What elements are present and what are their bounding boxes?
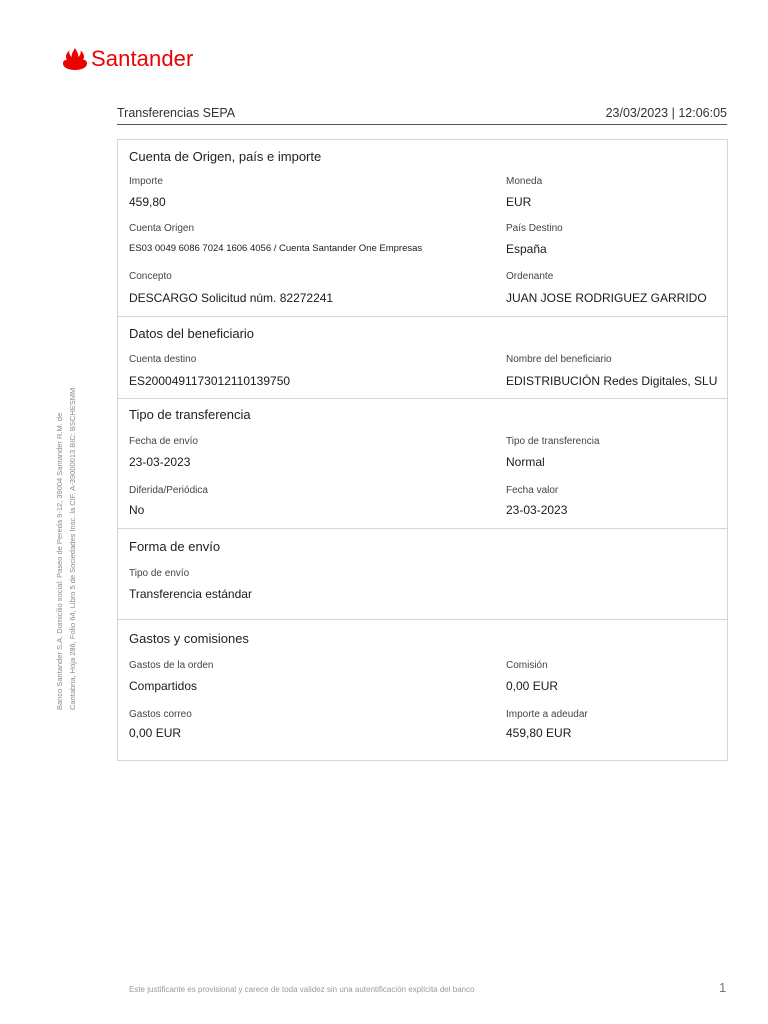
- tipo-envio-label: Tipo de envío: [129, 568, 190, 579]
- legal-text-line-2: Cantabria, Hoja 286, Folio 64, Libro 5 de Sociedades Insc. la CIF. A-39000013 BIC: BSCHESMM: [68, 387, 77, 710]
- importe-value: 459,80: [129, 195, 166, 209]
- section-title: Datos del beneficiario: [129, 326, 255, 341]
- concepto-label: Concepto: [129, 271, 172, 282]
- tipo-transferencia-label: Tipo de transferencia: [506, 436, 600, 447]
- document-header: [117, 104, 727, 125]
- fecha-valor-value: 23-03-2023: [506, 503, 568, 517]
- document-datetime: 23/03/2023 | 12:06:05: [605, 105, 727, 120]
- fecha-envio-value: 23-03-2023: [129, 455, 191, 469]
- comision-value: 0,00 EUR: [506, 679, 559, 693]
- cuenta-destino-value: ES2000491173012110139750: [129, 374, 291, 388]
- legal-text-line-1: Banco Santander S.A. Domicilio social: Paseo de Pereda 9-12, 39004 Santander R.M. de: [55, 412, 64, 710]
- gastos-correo-value: 0,00 EUR: [129, 726, 182, 740]
- nombre-beneficiario-value: EDISTRIBUCIÓN Redes Digitales, SLU: [506, 374, 718, 388]
- page-number: 1: [719, 980, 727, 995]
- moneda-label: Moneda: [506, 176, 543, 187]
- fecha-envio-label: Fecha de envío: [129, 436, 198, 447]
- cuenta-origen-value: ES03 0049 6086 7024 1606 4056 / Cuenta Santander One Empresas: [129, 243, 423, 254]
- brand-name: Santander: [91, 46, 194, 71]
- pais-destino-label: País Destino: [506, 223, 563, 234]
- nombre-beneficiario-label: Nombre del beneficiario: [506, 354, 612, 365]
- tipo-envio-value: Transferencia estándar: [129, 587, 252, 601]
- santander-logo: [62, 42, 193, 76]
- ordenante-label: Ordenante: [506, 271, 554, 282]
- gastos-correo-label: Gastos correo: [129, 709, 192, 720]
- disclaimer-note: Este justificante es provisional y carece de toda validez sin una autentificación explícita del banco: [129, 985, 475, 994]
- section-forma-envio: [118, 529, 727, 620]
- ordenante-value: JUAN JOSE RODRIGUEZ GARRIDO: [506, 291, 707, 305]
- section-title: Cuenta de Origen, país e importe: [129, 149, 322, 164]
- moneda-value: EUR: [506, 195, 532, 209]
- section-tipo-transferencia: [118, 399, 727, 529]
- section-title: Tipo de transferencia: [129, 407, 251, 422]
- gastos-orden-value: Compartidos: [129, 679, 198, 693]
- comision-label: Comisión: [506, 660, 548, 671]
- flame-icon: [62, 46, 88, 72]
- section-gastos: [118, 620, 727, 760]
- section-title: Gastos y comisiones: [129, 631, 249, 646]
- document-title: Transferencias SEPA: [117, 105, 236, 120]
- concepto-value: DESCARGO Solicitud núm. 82272241: [129, 291, 334, 305]
- transfer-details-card: [117, 139, 728, 761]
- tipo-transferencia-value: Normal: [506, 455, 545, 469]
- legal-text: [53, 350, 79, 710]
- importe-adeudar-label: Importe a adeudar: [506, 709, 588, 720]
- cuenta-origen-label: Cuenta Origen: [129, 223, 195, 234]
- section-origen: [118, 140, 727, 317]
- importe-label: Importe: [129, 176, 163, 187]
- pais-destino-value: España: [506, 242, 547, 256]
- importe-adeudar-value: 459,80 EUR: [506, 726, 572, 740]
- diferida-value: No: [129, 503, 145, 517]
- section-title: Forma de envío: [129, 539, 221, 554]
- cuenta-destino-label: Cuenta destino: [129, 354, 197, 365]
- fecha-valor-label: Fecha valor: [506, 485, 559, 496]
- section-beneficiario: [118, 317, 727, 399]
- gastos-orden-label: Gastos de la orden: [129, 660, 214, 671]
- diferida-label: Diferida/Periódica: [129, 485, 208, 496]
